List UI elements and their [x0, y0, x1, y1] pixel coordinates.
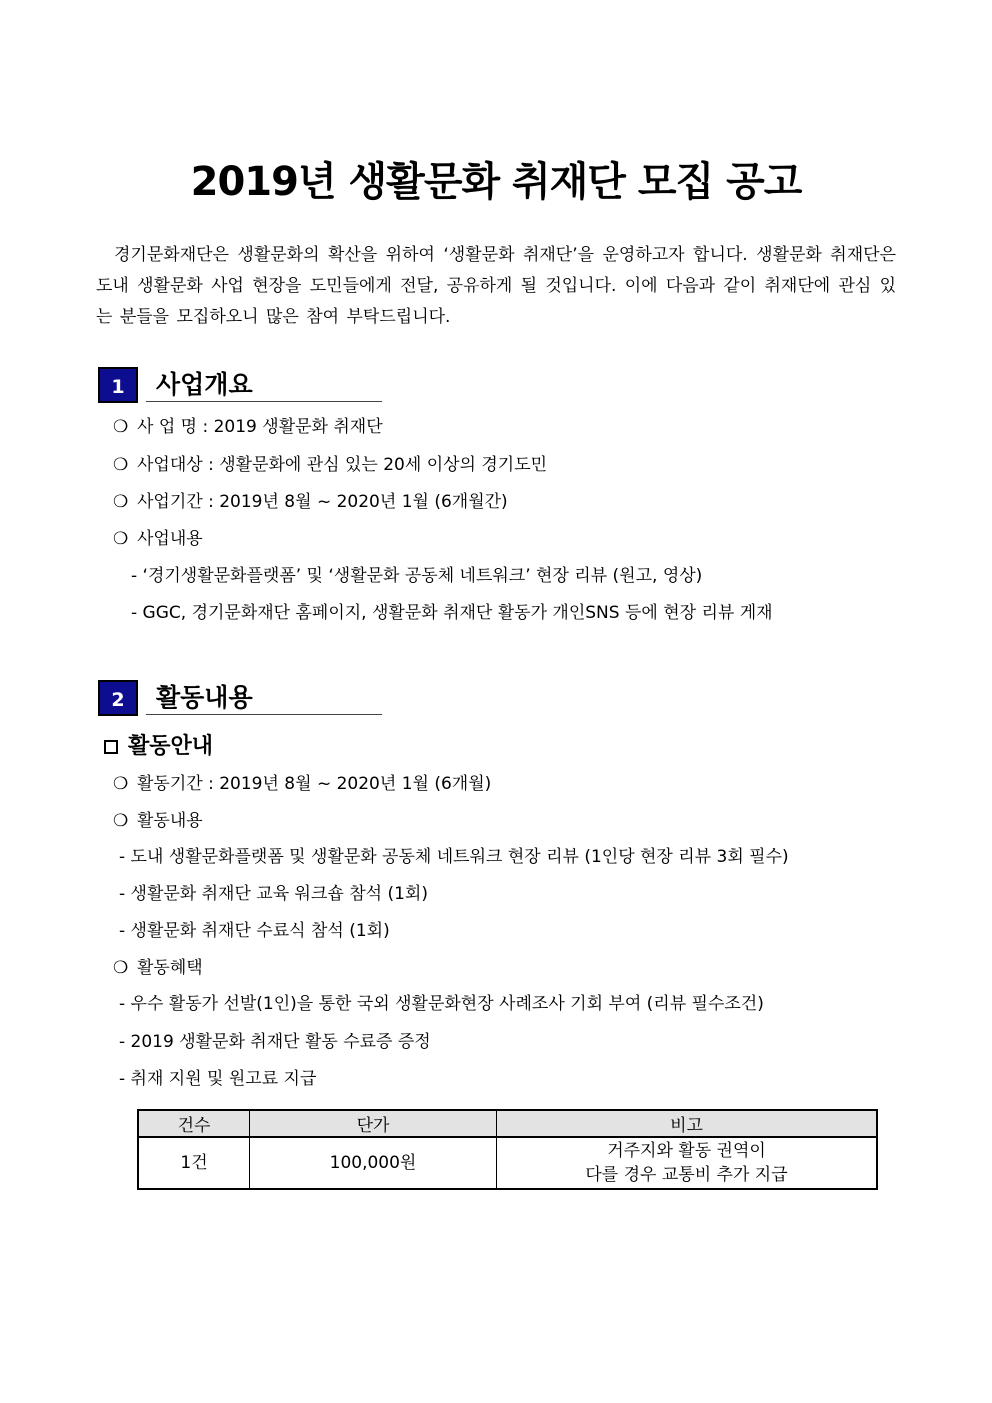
detail-item: - 취재 지원 및 원고료 지급: [119, 1069, 317, 1089]
circle-bullet-icon: ❍: [113, 529, 129, 549]
page-title: 2019년 생활문화 취재단 모집 공고: [190, 159, 802, 205]
note-line: 다를 경우 교통비 추가 지급: [585, 1165, 788, 1185]
detail-item: - 생활문화 취재단 수료식 참석 (1회): [119, 921, 390, 941]
section-title: 사업개요: [156, 370, 253, 399]
section-number-badge: 1: [98, 367, 138, 403]
list-item: ❍ 활동내용: [113, 811, 203, 831]
section-underline: [146, 401, 382, 402]
section-underline: [146, 714, 382, 715]
note-line: 거주지와 활동 권역이: [607, 1141, 766, 1161]
table-cell: 100,000원: [250, 1137, 497, 1189]
detail-item: - 도내 생활문화플랫폼 및 생활문화 공동체 네트워크 현장 리뷰 (1인당 현장 리뷰 3회 필수): [119, 847, 789, 867]
circle-bullet-icon: ❍: [113, 417, 129, 437]
section-title: 활동내용: [156, 683, 253, 712]
detail-item: - 우수 활동가 선발(1인)을 통한 국외 생활문화현장 사례조사 기회 부여 (리뷰 필수조건): [119, 994, 764, 1014]
detail-item: - 2019 생활문화 취재단 활동 수료증 증정: [119, 1032, 431, 1052]
table-header-cell: 건수: [138, 1110, 250, 1137]
table-header-cell: 비고: [497, 1110, 878, 1137]
square-bullet-icon: [104, 740, 118, 754]
list-item: ❍ 사업내용: [113, 529, 203, 549]
list-item: ❍ 활동혜택: [113, 958, 203, 978]
list-item: ❍ 활동기간 : 2019년 8월 ~ 2020년 1월 (6개월): [113, 774, 492, 794]
circle-bullet-icon: ❍: [113, 492, 129, 512]
table-header-cell: 단가: [250, 1110, 497, 1137]
table-header-row: [138, 1110, 877, 1137]
circle-bullet-icon: ❍: [113, 774, 129, 794]
detail-item: - 생활문화 취재단 교육 워크숍 참석 (1회): [119, 884, 428, 904]
list-item: ❍ 사업대상 : 생활문화에 관심 있는 20세 이상의 경기도민: [113, 455, 548, 475]
intro-paragraph: 경기문화재단은 생활문화의 확산을 위하여 ‘생활문화 취재단’을 운영하고자 합니다. 생활문화 취재단은 도내 생활문화 사업 현장을 도민들에게 전달, 공유하게 될 것입니다. 이에 다음과 같이 취재단에 관심 있는 분들을 모집하오니 많은 참여 부탁드립니다.: [96, 245, 896, 327]
list-item: ❍ 사업기간 : 2019년 8월 ~ 2020년 1월 (6개월간): [113, 492, 508, 512]
fee-table: [137, 1109, 878, 1190]
section-number-badge: 2: [98, 680, 138, 716]
detail-item: - GGC, 경기문화재단 홈페이지, 생활문화 취재단 활동가 개인SNS 등에 현장 리뷰 게재: [131, 603, 773, 623]
table-row: [138, 1137, 877, 1189]
table-cell: [497, 1137, 878, 1189]
circle-bullet-icon: ❍: [113, 811, 129, 831]
circle-bullet-icon: ❍: [113, 958, 129, 978]
list-item: ❍ 사 업 명 : 2019 생활문화 취재단: [113, 417, 383, 437]
subsection-title: 활동안내: [104, 729, 213, 760]
circle-bullet-icon: ❍: [113, 455, 129, 475]
detail-item: - ‘경기생활문화플랫폼’ 및 ‘생활문화 공동체 네트워크’ 현장 리뷰 (원고, 영상): [131, 566, 703, 586]
table-cell: 1건: [138, 1137, 250, 1189]
